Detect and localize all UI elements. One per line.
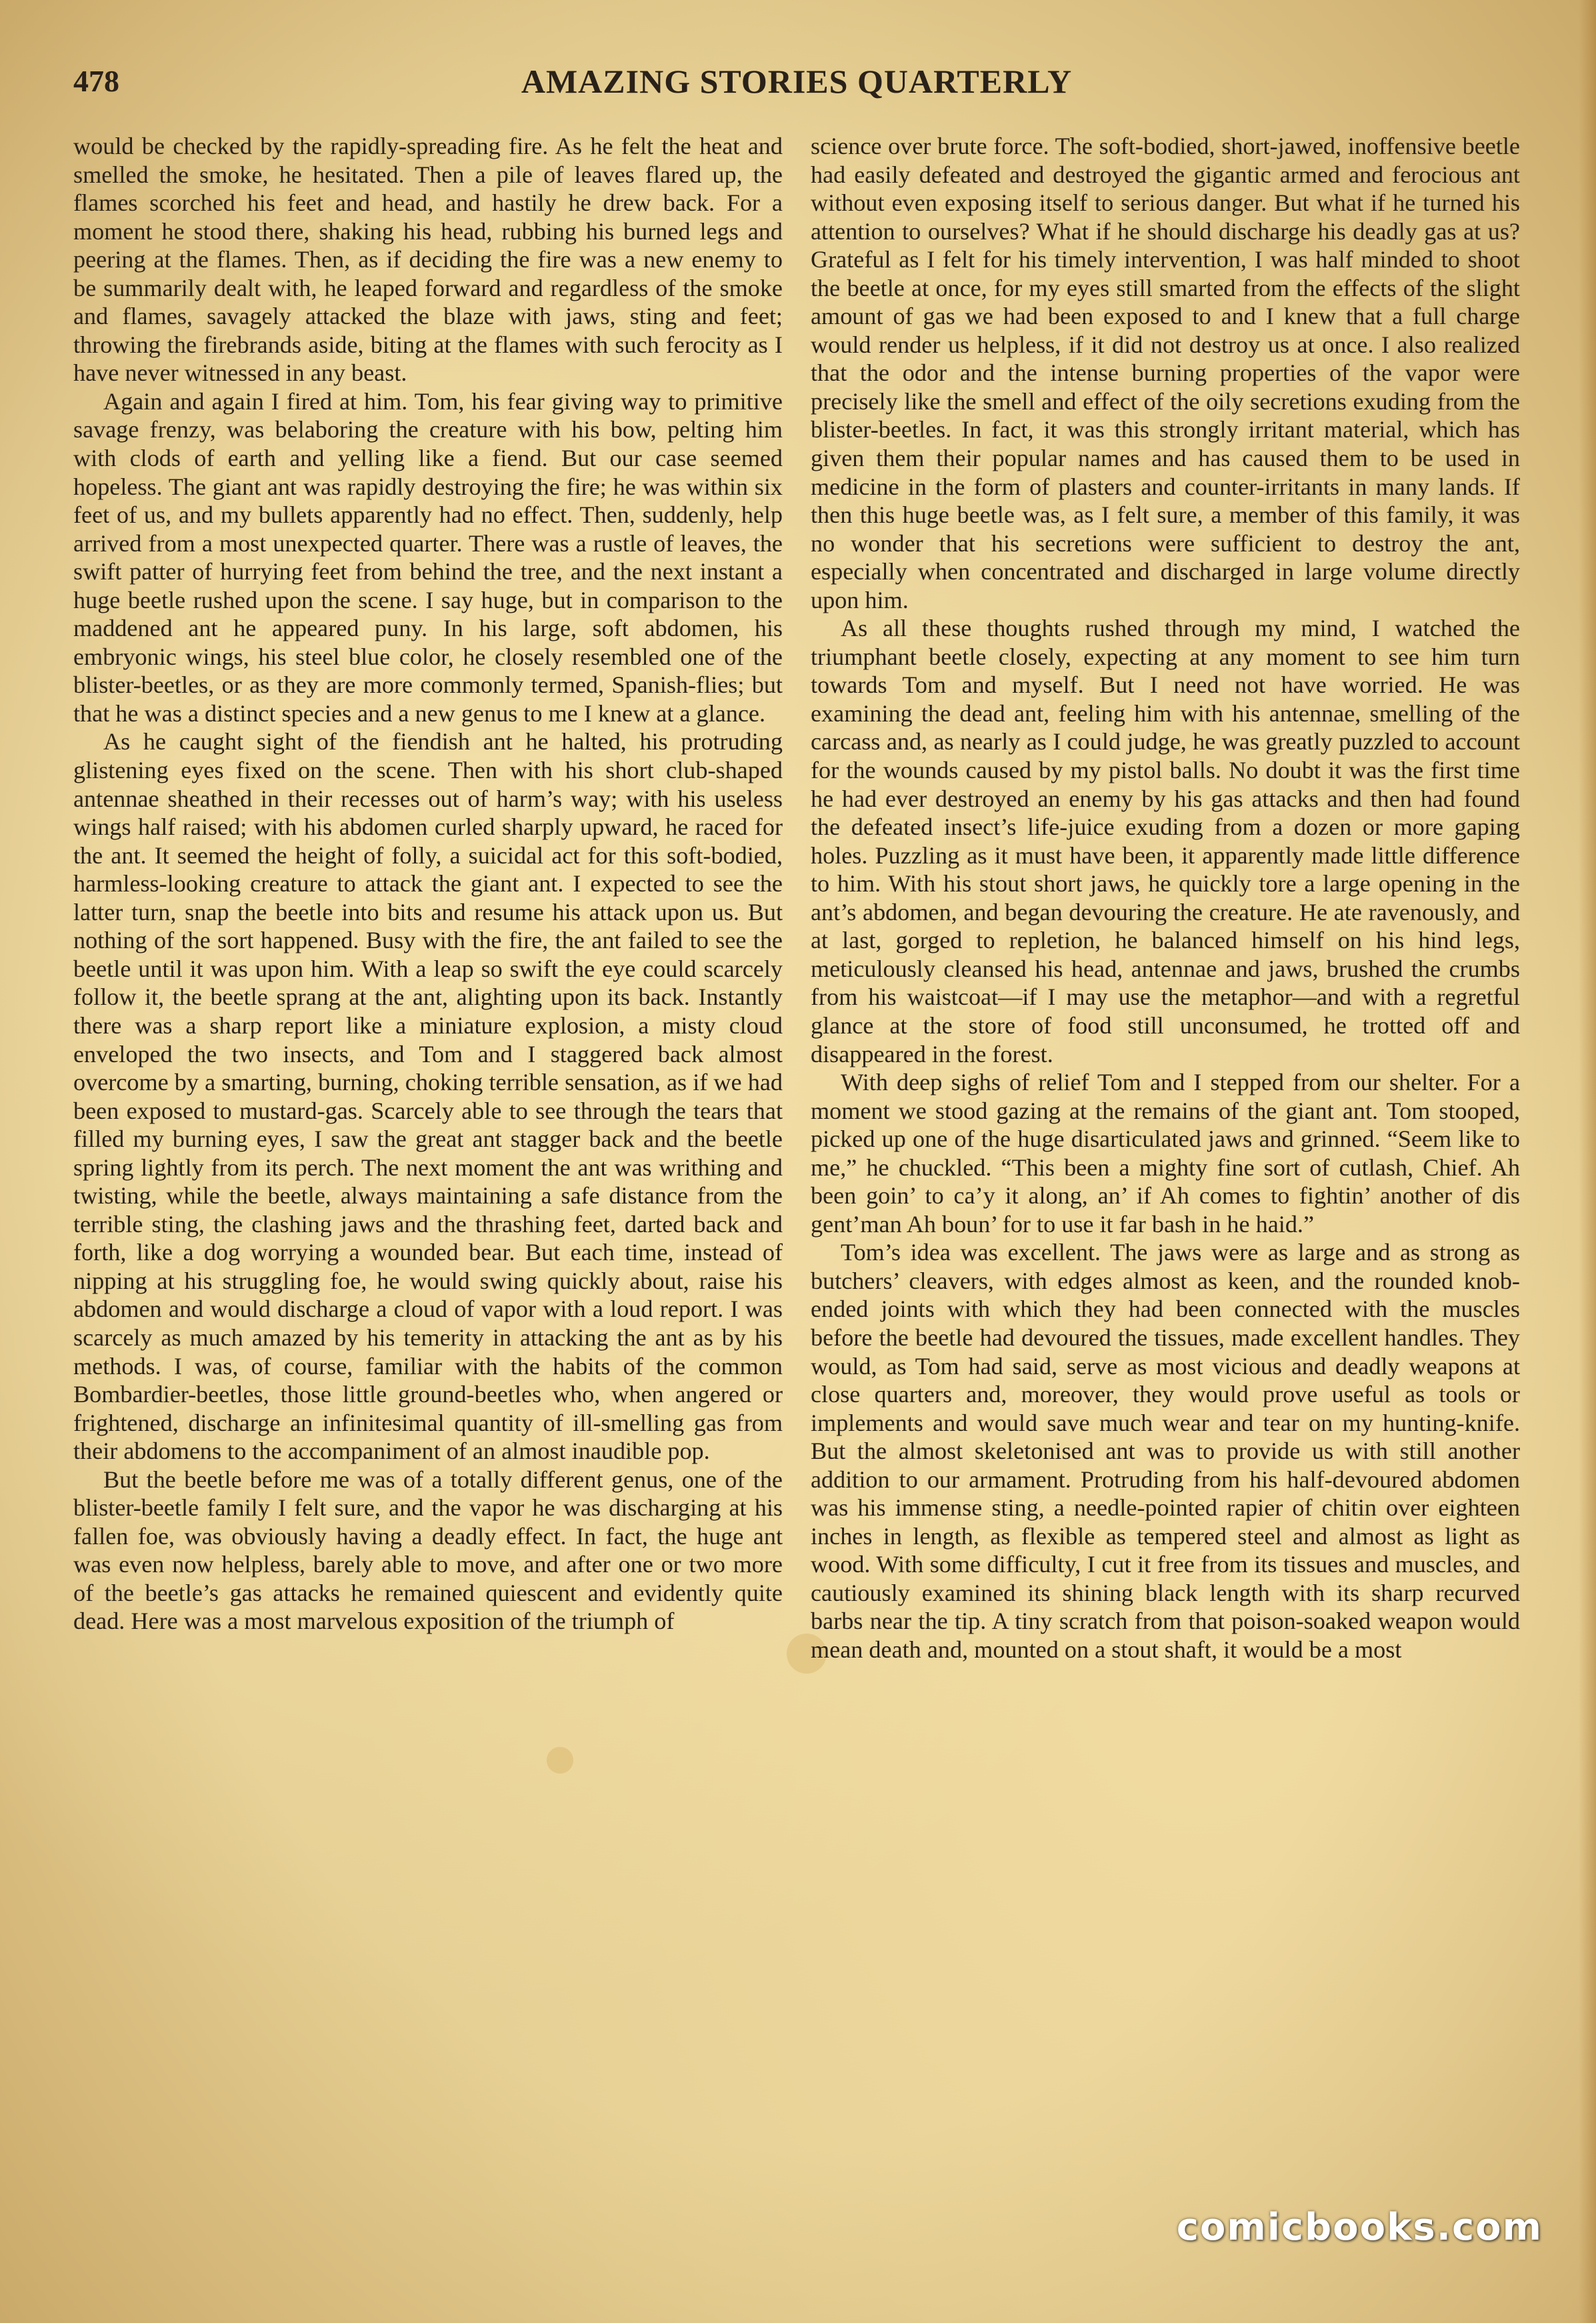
paragraph: But the beetle before me was of a totally different genus, one of the blister-beetle family I felt sure, and the vapor he was discharging at his fallen foe, was obviously having a deadly effect. In fact, the huge ant was even now helpless, barely able to move, and after one or two more of the beetle’s gas attacks he remained quiescent and evidently quite dead. Here was a most marvelous exposition of the triumph of <box>73 1466 783 1635</box>
paragraph: As all these thoughts rushed through my mind, I watched the triumphant beetle closely, expecting at any moment to see him turn towards Tom and myself. But I need not have worried. He was examining the dead ant, feeling him with his antennae, smelling of the carcass and, as nearly as I could judge, he was greatly puzzled to account for the wounds caused by my pistol balls. No doubt it was the first time he had ever destroyed an enemy by his gas attacks and then had found the defeated insect’s life-juice exuding from a dozen or more gaping holes. Puzzling as it must have been, it apparently made little difference to him. With his stout short jaws, he quickly tore a large opening in the ant’s abdomen, and began devouring the creature. He ate ravenously, and at last, gorged to repletion, he balanced himself on his hind legs, meticulously cleansed his head, antennae and jaws, brushed the crumbs from his waistcoat—if I may use the metaphor—and with a regretful glance at the store of food still unconsumed, he trotted off and disappeared in the forest. <box>811 615 1520 1067</box>
watermark: comicbooks.com <box>1176 2206 1543 2249</box>
right-column <box>811 132 1520 2172</box>
page-header <box>73 61 1520 108</box>
paragraph: As he caught sight of the fiendish ant he halted, his protruding glistening eyes fixed on the scene. Then with his short club-shaped antennae sheathed in their recesses out of harm’s way; with his useless wings half raised; with his abdomen curled sharply upward, he raced for the ant. It seemed the height of folly, a suicidal act for this soft-bodied, harmless-looking creature to attack the giant ant. I expected to see the latter turn, snap the beetle into bits and resume his attack upon us. But nothing of the sort happened. Busy with the fire, the ant failed to see the beetle until it was upon him. With a leap so swift the eye could scarcely follow it, the beetle sprang at the ant, alighting upon its back. Instantly there was a sharp report like a miniature explosion, a misty cloud enveloped the two insects, and Tom and I staggered back almost overcome by a smarting, burning, choking terrible sensation, as if we had been exposed to mustard-gas. Scarcely able to see through the tears that filled my burning eyes, I saw the great ant stagger back and the beetle spring lightly from its perch. The next moment the ant was writhing and twisting, while the beetle, always maintaining a safe distance from the terrible sting, the clashing jaws and the thrashing feet, darted back and forth, like a dog worrying a wounded bear. But each time, instead of nipping at his struggling foe, he would swing quickly about, raise his abdomen and would discharge a cloud of vapor with a loud report. I was scarcely as much amazed by his temerity in attacking the ant as by his methods. I was, of course, familiar with the habits of the common Bombardier-beetles, those little ground-beetles who, when angered or frightened, discharge an infinitesimal quantity of ill-smelling gas from their abdomens to the accompaniment of an almost inaudible pop. <box>73 728 783 1465</box>
page-edge-shadow <box>1579 0 1596 2323</box>
paragraph: With deep sighs of relief Tom and I stepped from our shelter. For a moment we stood gazing at the remains of the giant ant. Tom stooped, picked up one of the huge disarticulated jaws and grinned. “Seem like to me,” he chuckled. “This been a mighty fine sort of cutlash, Chief. Ah been goin’ to ca’y it along, an’ if Ah comes to fightin’ another of dis gent’man Ah boun’ for to use it far bash in he haid.” <box>811 1069 1520 1238</box>
left-column <box>73 132 783 2172</box>
paragraph: Tom’s idea was excellent. The jaws were as large and as strong as butchers’ cleavers, with edges almost as keen, and the rounded knob-ended joints with which they had been connected with the muscles before the beetle had devoured the tissues, made excellent handles. They would, as Tom had said, serve as most vicious and deadly weapons at close quarters and, moreover, they would prove useful as tools or implements and would save much wear and tear on my hunting-knife. But the almost skeletonised ant was to provide us with still another addition to our armament. Protruding from his half-devoured abdomen was his immense sting, a needle-pointed rapier of chitin over eighteen inches in length, as flexible as tempered steel and almost as light as wood. With some difficulty, I cut it free from its tissues and muscles, and cautiously examined its shining black length with its sharp recurved barbs near the tip. A tiny scratch from that poison-soaked weapon would mean death and, mounted on a stout shaft, it would be a most <box>811 1239 1520 1663</box>
magazine-title: AMAZING STORIES QUARTERLY <box>521 63 1073 100</box>
paragraph: Again and again I fired at him. Tom, his fear giving way to primitive savage frenzy, was belaboring the creature with his bow, pelting him with clods of earth and yelling like a fiend. But our case seemed hopeless. The giant ant was rapidly destroying the fire; he was within six feet of us, and my bullets apparently had no effect. Then, suddenly, help arrived from a most unexpected quarter. There was a rustle of leaves, the swift patter of hurrying feet from behind the tree, and the next instant a huge beetle rushed upon the scene. I say huge, but in comparison to the maddened ant he appeared puny. In his large, soft abdomen, his embryonic wings, his steel blue color, he closely resembled one of the blister-beetles, or as they are more commonly termed, Spanish-flies; but that he was a distinct species and a new genus to me I knew at a glance. <box>73 387 783 727</box>
paragraph: science over brute force. The soft-bodied, short-jawed, inoffensive beetle had easily defeated and destroyed the gigantic armed and ferocious ant without even exposing itself to serious danger. But what if he turned his attention to ourselves? What if he should discharge his deadly gas at us? Grateful as I felt for his timely intervention, I was half minded to shoot the beetle at once, for my eyes still smarted from the effects of the slight amount of gas we had been exposed to and I knew that a full charge would render us helpless, if it did not destroy us at once. I also realized that the odor and the intense burning properties of the vapor were precisely like the smell and effect of the oily secretions exuding from the blister-beetles. In fact, it was this strongly irritant material, which has given them their popular names and has caused them to be used in medicine in the form of plasters and counter-irritants in many lands. If then this huge beetle was, as I felt sure, a member of this family, it was no wonder that his secretions were sufficient to destroy the ant, especially when concentrated and discharged in large volume directly upon him. <box>811 133 1520 613</box>
page-number: 478 <box>73 64 119 98</box>
paragraph: would be checked by the rapidly-spreading fire. As he felt the heat and smelled the smoke, he hesitated. Then a pile of leaves flared up, the flames scorched his feet and head, and hastily he drew back. For a moment he stood there, shaking his head, rubbing his burned legs and peering at the flames. Then, as if deciding the fire was a new enemy to be summarily dealt with, he leaped forward and regardless of the smoke and flames, savagely attacked the blaze with jaws, sting and feet; throwing the firebrands aside, biting at the flames with such ferocity as I have never witnessed in any beast. <box>73 133 783 387</box>
